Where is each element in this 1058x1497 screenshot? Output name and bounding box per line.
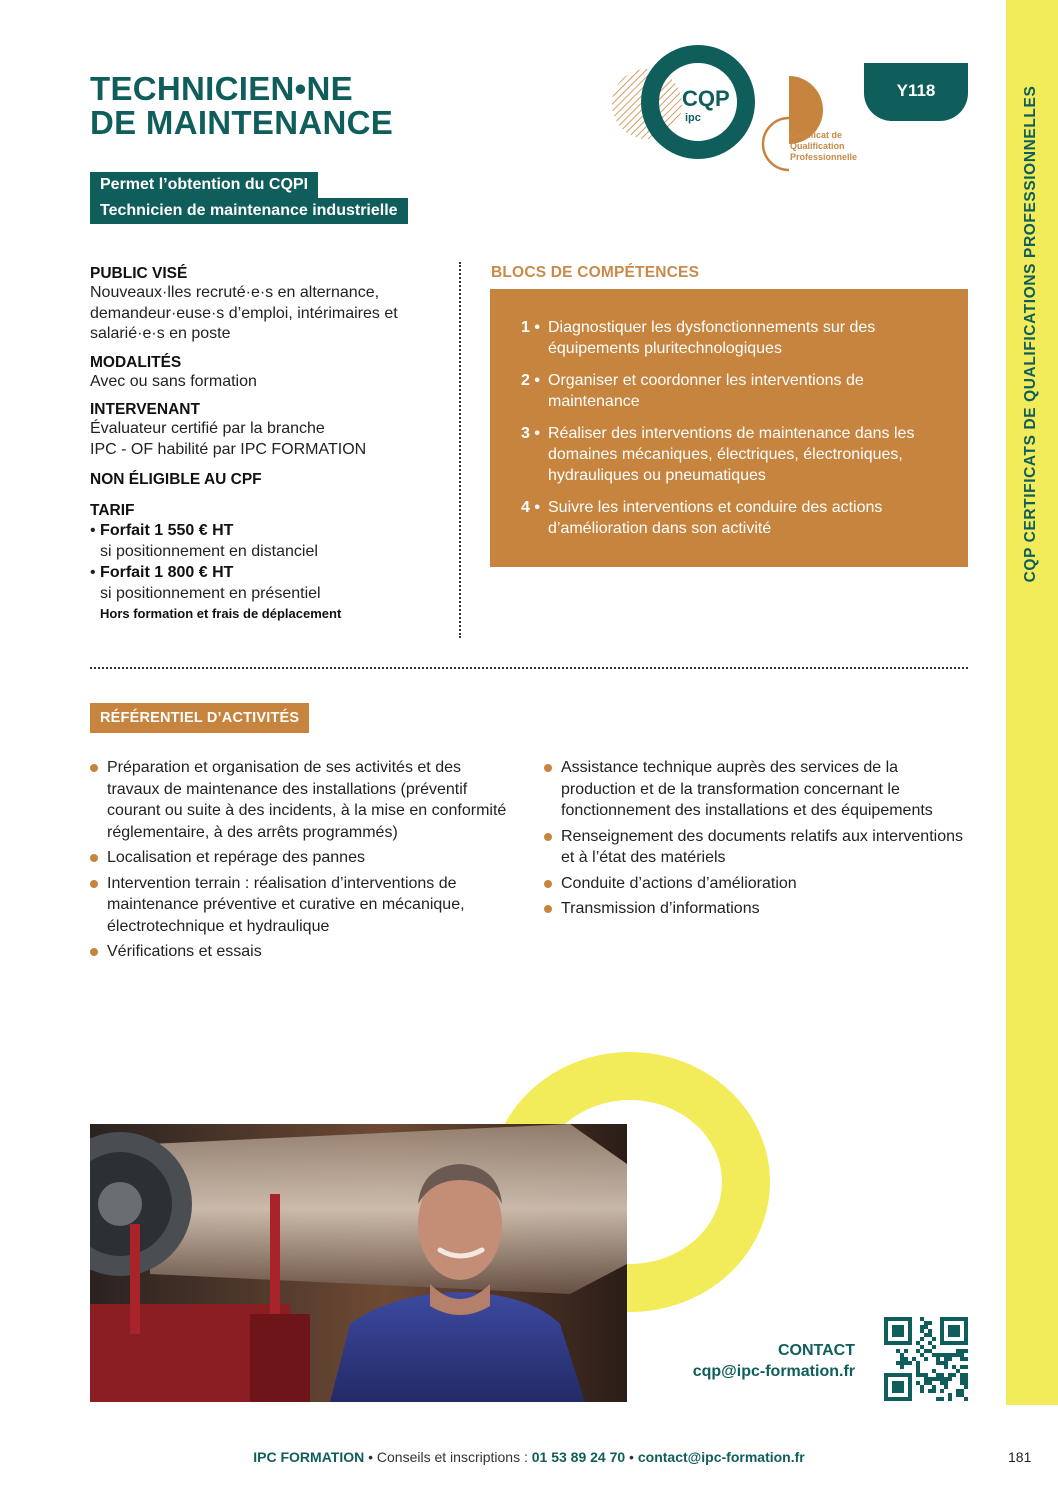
list-item-text: Préparation et organisation de ses activités et des travaux de maintenance des installations (préventif courant ou suite à des incidents, à la mise en conformité réglementaire, à des arrêts programmés) xyxy=(107,759,507,841)
tarif-item-1: • Forfait 1 550 € HT xyxy=(90,522,234,539)
contact-email-link[interactable]: cqp@ipc-formation.fr xyxy=(692,1363,855,1380)
page-title xyxy=(90,72,510,140)
reference-code-tab: Y118 xyxy=(864,63,968,121)
title-line-2: DE MAINTENANCE xyxy=(90,104,394,141)
cpf-label: NON ÉLIGIBLE AU CPF xyxy=(90,471,262,488)
technician-photo-illustration xyxy=(90,1124,627,1402)
bloc-number: 3 • xyxy=(521,425,540,442)
list-item xyxy=(544,757,964,822)
intervenant-line-2: IPC - OF habilité par IPC FORMATION xyxy=(90,440,367,458)
list-item xyxy=(90,873,510,938)
bloc-number: 4 • xyxy=(521,499,540,516)
bloc-text: Organiser et coordonner les interventions de maintenance xyxy=(548,372,864,410)
intervenant-label: INTERVENANT xyxy=(90,401,200,418)
list-item xyxy=(544,898,964,920)
tarif-1-price: Forfait 1 550 € HT xyxy=(100,522,234,539)
list-item xyxy=(90,847,510,869)
horizontal-divider xyxy=(90,667,968,669)
list-item-text: Localisation et repérage des pannes xyxy=(107,849,365,866)
bloc-number: 1 • xyxy=(521,319,540,336)
qr-code[interactable] xyxy=(884,1317,968,1401)
title-line-1: TECHNICIEN•NE xyxy=(90,70,353,107)
bullet-icon xyxy=(90,880,98,888)
list-item xyxy=(544,873,964,895)
list-item xyxy=(544,826,964,869)
tarif-item-2: • Forfait 1 800 € HT xyxy=(90,564,234,581)
tarif-2-condition: si positionnement en présentiel xyxy=(100,585,321,602)
bullet-icon xyxy=(90,854,98,862)
footer-email-link[interactable]: contact@ipc-formation.fr xyxy=(637,1449,805,1465)
list-item-text: Renseignement des documents relatifs aux interventions et à l’état des matériels xyxy=(561,827,963,866)
list-item-text: Vérifications et essais xyxy=(107,943,262,960)
certificate-line-1: Certificat de xyxy=(790,130,843,140)
info-column xyxy=(90,264,450,624)
bloc-item xyxy=(514,423,948,486)
certificate-caption xyxy=(790,130,880,163)
list-item xyxy=(90,757,510,843)
subtitle-line-2: Technicien de maintenance industrielle xyxy=(90,198,408,224)
bullet-icon xyxy=(544,764,552,772)
bullet-icon xyxy=(544,833,552,841)
bloc-number: 2 • xyxy=(521,372,540,389)
modalites-label: MODALITÉS xyxy=(90,353,182,371)
bullet-icon xyxy=(544,905,552,913)
bloc-item xyxy=(514,317,948,359)
list-item-text: Conduite d’actions d’amélioration xyxy=(561,874,797,892)
bullet-icon xyxy=(90,764,98,772)
bullet-icon xyxy=(90,948,98,956)
public-label: PUBLIC VISÉ xyxy=(90,265,188,282)
cqp-logo-label: CQP xyxy=(682,86,730,111)
bullet-icon xyxy=(544,880,552,888)
bloc-text: Suivre les interventions et conduire des actions d’amélioration dans son activité xyxy=(548,499,883,537)
technician-photo xyxy=(90,1124,627,1402)
tarif-1-condition: si positionnement en distanciel xyxy=(100,543,318,560)
list-item-text: Assistance technique auprès des services de la production et de la transformation concernant le fonctionnement des installations et des équipements xyxy=(561,759,933,819)
bloc-item xyxy=(514,497,948,539)
footer-separator-1: • Conseils et inscriptions : xyxy=(364,1449,532,1465)
tarif-note: Hors formation et frais de déplacement xyxy=(100,606,342,621)
contact-label: CONTACT xyxy=(777,1342,855,1359)
subtitle-line-1: Permet l’obtention du CQPI xyxy=(90,172,318,198)
modalites-text: Avec ou sans formation xyxy=(90,372,257,390)
referentiel-heading: RÉFÉRENTIEL D’ACTIVITÉS xyxy=(90,703,309,733)
referentiel-left-column xyxy=(90,757,510,967)
list-item-text: Transmission d’informations xyxy=(561,900,760,917)
footer-brand: IPC FORMATION xyxy=(253,1449,365,1465)
ipc-logo-label: ipc xyxy=(685,112,701,124)
footer-phone: 01 53 89 24 70 xyxy=(531,1449,626,1465)
blocs-box xyxy=(490,289,968,567)
intervenant-line-1: Évaluateur certifié par la branche xyxy=(90,420,325,437)
page-number: 181 xyxy=(1008,1449,1032,1465)
list-item xyxy=(90,941,510,963)
footer-separator-2: • xyxy=(625,1449,638,1465)
side-band-label xyxy=(1022,86,1040,583)
bloc-text: Diagnostiquer les dysfonctionnements sur des équipements pluritechnologiques xyxy=(548,319,876,357)
blocs-heading: BLOCS DE COMPÉTENCES xyxy=(491,264,700,281)
bloc-item xyxy=(514,370,948,412)
list-item-text: Intervention terrain : réalisation d’interventions de maintenance préventive et curative en mécanique, électrotechnique et hydraulique xyxy=(107,874,465,935)
bloc-text: Réaliser des interventions de maintenance dans les domaines mécaniques, électriques, électroniques, hydrauliques ou pneumatiques xyxy=(548,425,915,484)
tarif-2-price: Forfait 1 800 € HT xyxy=(100,564,234,581)
public-text: Nouveaux·lles recruté·e·s en alternance, demandeur·euse·s d’emploi, intérimaires et salarié·e·s en poste xyxy=(90,284,398,342)
footer xyxy=(0,1449,1058,1465)
certificate-line-3: Professionnelle xyxy=(790,152,858,162)
referentiel-right-column xyxy=(544,757,964,924)
contact-block xyxy=(693,1340,855,1382)
vertical-divider xyxy=(459,262,461,638)
side-band-text: CERTIFICATS DE QUALIFICATIONS PROFESSIONNELLES xyxy=(1022,85,1039,543)
tarif-label: TARIF xyxy=(90,502,135,519)
side-band-strong: CQP xyxy=(1022,547,1039,583)
certificate-line-2: Qualification xyxy=(790,141,845,151)
